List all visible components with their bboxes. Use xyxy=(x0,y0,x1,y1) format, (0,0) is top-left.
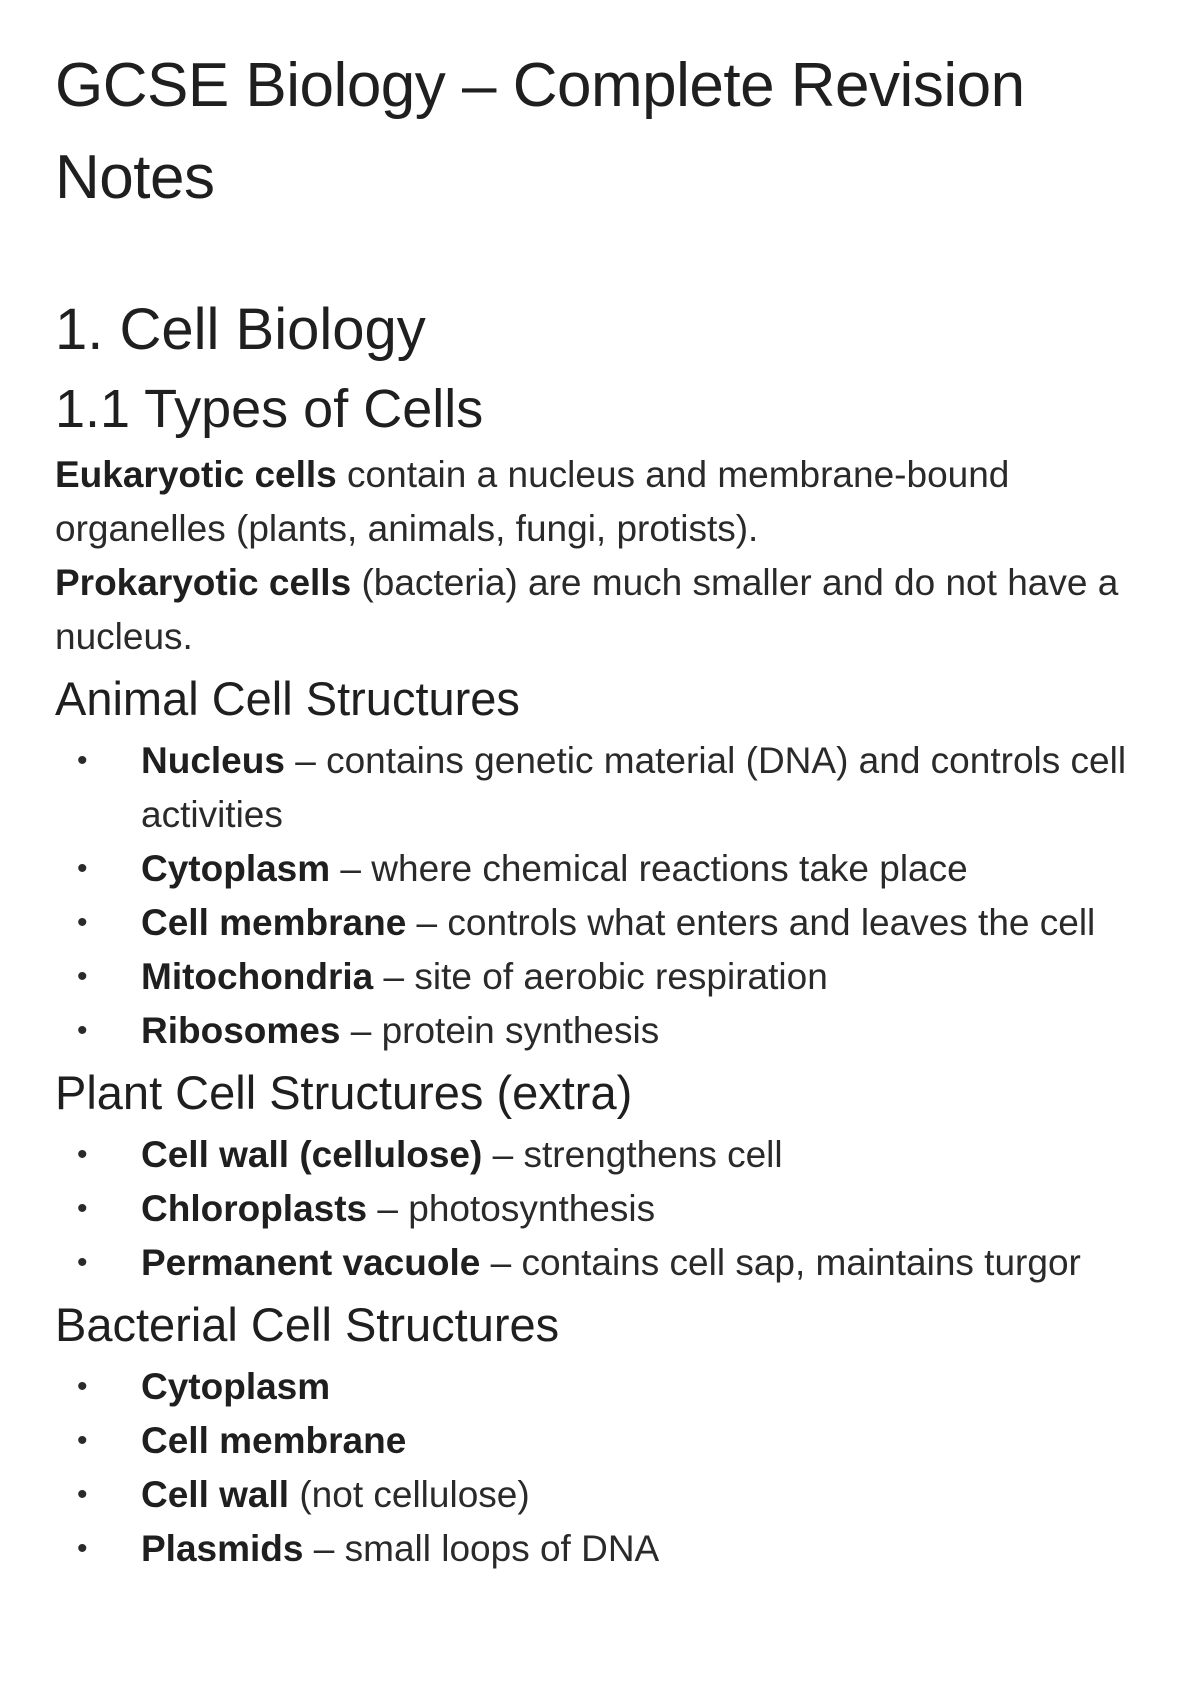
item-term: Cell wall xyxy=(141,1474,290,1515)
item-description: – contains cell sap, maintains turgor xyxy=(480,1242,1081,1283)
item-term: Cell wall (cellulose) xyxy=(141,1134,483,1175)
bullet-icon: • xyxy=(77,1424,88,1457)
paragraph-eukaryotic xyxy=(55,448,1145,556)
group-heading-bacterial: Bacterial Cell Structures xyxy=(55,1298,560,1351)
bullet-icon: • xyxy=(77,1192,88,1225)
bullet-icon: • xyxy=(77,852,88,885)
item-description: – photosynthesis xyxy=(367,1188,656,1229)
group-heading-plant: Plant Cell Structures (extra) xyxy=(55,1066,633,1119)
paragraph-text: contain a nucleus and membrane-bound organelles (plants, animals, fungi, protists). xyxy=(55,454,1010,549)
list-item xyxy=(55,1360,1145,1414)
bullet-icon: • xyxy=(77,1478,88,1511)
item-description: – where chemical reactions take place xyxy=(330,848,968,889)
bullet-icon: • xyxy=(77,744,88,777)
list-animal-structures xyxy=(55,734,1145,1058)
item-description: – small loops of DNA xyxy=(303,1528,660,1569)
item-description: – protein synthesis xyxy=(340,1010,660,1051)
bullet-icon: • xyxy=(77,960,88,993)
list-item xyxy=(55,842,1145,896)
item-term: Nucleus xyxy=(141,740,285,781)
group-heading-animal: Animal Cell Structures xyxy=(55,672,520,725)
list-item xyxy=(55,1128,1145,1182)
section-heading: 1. Cell Biology xyxy=(55,297,426,362)
item-term: Cell membrane xyxy=(141,902,407,943)
item-description: – site of aerobic respiration xyxy=(373,956,828,997)
list-item xyxy=(55,734,1145,842)
paragraph-prokaryotic xyxy=(55,556,1145,664)
bullet-icon: • xyxy=(77,1370,88,1403)
list-item xyxy=(55,1414,1145,1468)
paragraph-bold-term: Eukaryotic cells xyxy=(55,454,337,495)
list-item xyxy=(55,950,1145,1004)
subsection-heading: 1.1 Types of Cells xyxy=(55,379,484,439)
bullet-icon: • xyxy=(77,1246,88,1279)
bullet-icon: • xyxy=(77,1532,88,1565)
bullet-icon: • xyxy=(77,1014,88,1047)
list-bacterial-structures xyxy=(55,1360,1145,1576)
list-item xyxy=(55,1522,1145,1576)
paragraph-bold-term: Prokaryotic cells xyxy=(55,562,352,603)
item-description: – controls what enters and leaves the cell xyxy=(406,902,1096,943)
item-description: – strengthens cell xyxy=(482,1134,783,1175)
item-term: Mitochondria xyxy=(141,956,374,997)
document-title: GCSE Biology – Complete Revision Notes xyxy=(55,51,1025,212)
paragraph-text: (bacteria) are much smaller and do not have a nucleus. xyxy=(55,562,1119,657)
item-term: Cytoplasm xyxy=(141,1366,331,1407)
list-plant-structures xyxy=(55,1128,1145,1290)
item-term: Plasmids xyxy=(141,1528,304,1569)
list-item xyxy=(55,896,1145,950)
list-item xyxy=(55,1004,1145,1058)
list-item xyxy=(55,1468,1145,1522)
bullet-icon: • xyxy=(77,1138,88,1171)
bullet-icon: • xyxy=(77,906,88,939)
item-term: Permanent vacuole xyxy=(141,1242,481,1283)
item-term: Cell membrane xyxy=(141,1420,407,1461)
list-item xyxy=(55,1236,1145,1290)
list-item xyxy=(55,1182,1145,1236)
item-description: – contains genetic material (DNA) and controls cell activities xyxy=(141,740,1127,835)
item-term: Chloroplasts xyxy=(141,1188,368,1229)
item-term: Ribosomes xyxy=(141,1010,341,1051)
item-description: (not cellulose) xyxy=(289,1474,530,1515)
item-term: Cytoplasm xyxy=(141,848,331,889)
